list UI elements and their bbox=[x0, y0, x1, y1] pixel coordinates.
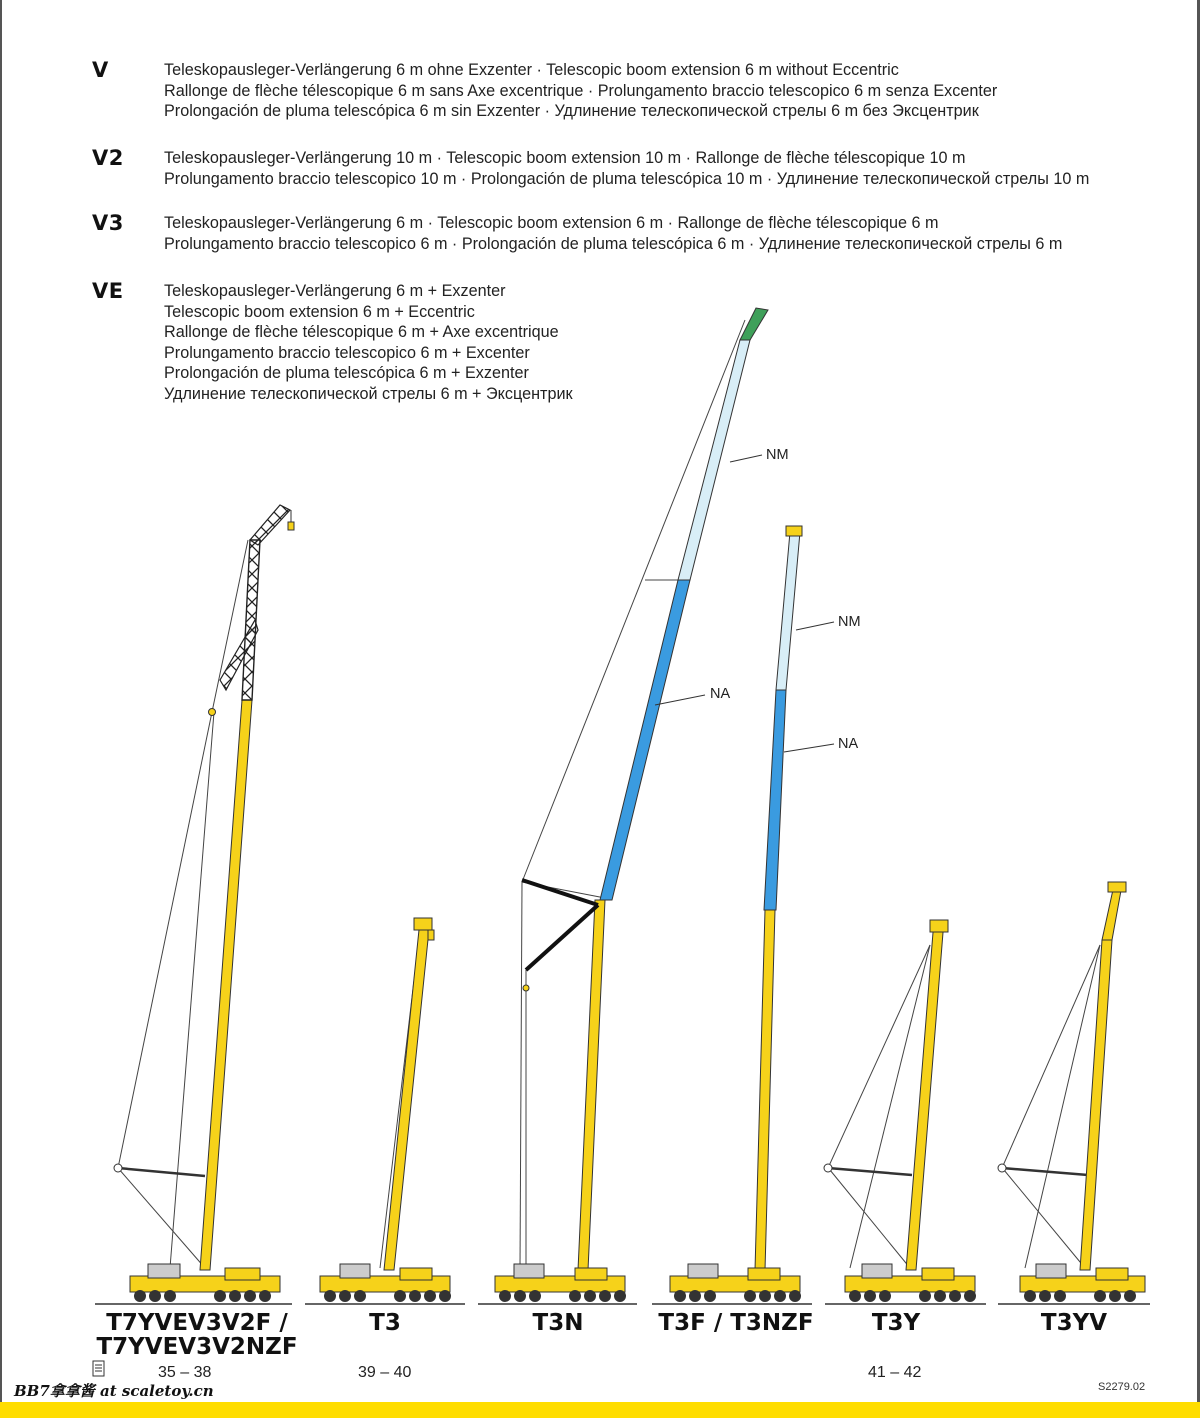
crane-label-t3y: T3Y bbox=[871, 1310, 921, 1336]
legend-code: V bbox=[92, 58, 109, 82]
legend-line: Prolongación de pluma telescópica 6 m sin Exzenter · Удлинение телескопической стрелы 6 m без Эксцентрик bbox=[164, 102, 979, 120]
crane-t3y bbox=[824, 920, 976, 1302]
crane-label-t3: T3 bbox=[369, 1310, 401, 1336]
crane-label-t3f: T3F / T3NZF bbox=[658, 1310, 814, 1336]
crane-t3f bbox=[670, 526, 834, 1302]
legend-line: Prolungamento braccio telescopico 10 m · Prolongación de pluma telescópica 10 m · Удлинение телескопической стрелы 10 m bbox=[164, 169, 1090, 188]
drawing-code: S2279.02 bbox=[1098, 1381, 1146, 1393]
legend-line: Telescopic boom extension 6 m + Eccentric bbox=[164, 302, 475, 321]
crane-label-t3n: T3N bbox=[532, 1310, 584, 1336]
legend-line: Prolongación de pluma telescópica 6 m + Exzenter bbox=[164, 364, 529, 382]
legend-code: V3 bbox=[92, 211, 124, 235]
part-label-nm: NM bbox=[766, 447, 789, 463]
legend-line: Rallonge de flèche télescopique 6 m + Axe excentrique bbox=[164, 323, 559, 341]
legend-line: Prolungamento braccio telescopico 6 m + Excenter bbox=[164, 343, 530, 362]
part-label-na: NA bbox=[710, 686, 731, 702]
crane-t3yv bbox=[998, 882, 1145, 1302]
crane-label-t7yvev3v2f bbox=[92, 1311, 302, 1359]
legend-line: Удлинение телескопической стрелы 6 m + Эксцентрик bbox=[164, 384, 573, 403]
legend-line: Teleskopausleger-Verlängerung 6 m ohne Exzenter · Telescopic boom extension 6 m without Eccentric bbox=[164, 61, 899, 79]
crane-t7yvev3v2f bbox=[114, 505, 294, 1302]
crane-label-line: T7YVEV3V2NZF bbox=[96, 1334, 298, 1360]
page-range: 35 – 38 bbox=[158, 1364, 212, 1381]
crane-t3n bbox=[495, 308, 768, 1302]
legend-line: Teleskopausleger-Verlängerung 10 m · Telescopic boom extension 10 m · Rallonge de flèche télescopique 10 m bbox=[164, 149, 966, 167]
crane-label-line: T7YVEV3V2F / bbox=[106, 1310, 288, 1336]
legend-line: Prolungamento braccio telescopico 6 m · Prolongación de pluma telescópica 6 m · Удлинение телескопической стрелы 6 m bbox=[164, 234, 1063, 253]
legend-code: V2 bbox=[92, 146, 124, 170]
legend-code: VE bbox=[92, 279, 124, 303]
bottom-accent-bar bbox=[0, 1402, 1200, 1418]
crane-label-t3yv: T3YV bbox=[1040, 1310, 1108, 1336]
part-label-nm: NM bbox=[838, 614, 861, 630]
watermark: BB7拿拿酱 at scaletoy.cn bbox=[14, 1382, 214, 1400]
page-range: 41 – 42 bbox=[868, 1364, 922, 1381]
page-range: 39 – 40 bbox=[358, 1364, 412, 1381]
document-icon[interactable] bbox=[92, 1360, 106, 1378]
legend-line: Rallonge de flèche télescopique 6 m sans Axe excentrique · Prolungamento braccio telescopico 6 m senza Excenter bbox=[164, 81, 998, 100]
legend-line: Teleskopausleger-Verlängerung 6 m + Exzenter bbox=[164, 282, 506, 300]
legend-line: Teleskopausleger-Verlängerung 6 m · Telescopic boom extension 6 m · Rallonge de flèche télescopique 6 m bbox=[164, 214, 939, 232]
crane-t3 bbox=[320, 918, 451, 1302]
part-label-na: NA bbox=[838, 736, 859, 752]
